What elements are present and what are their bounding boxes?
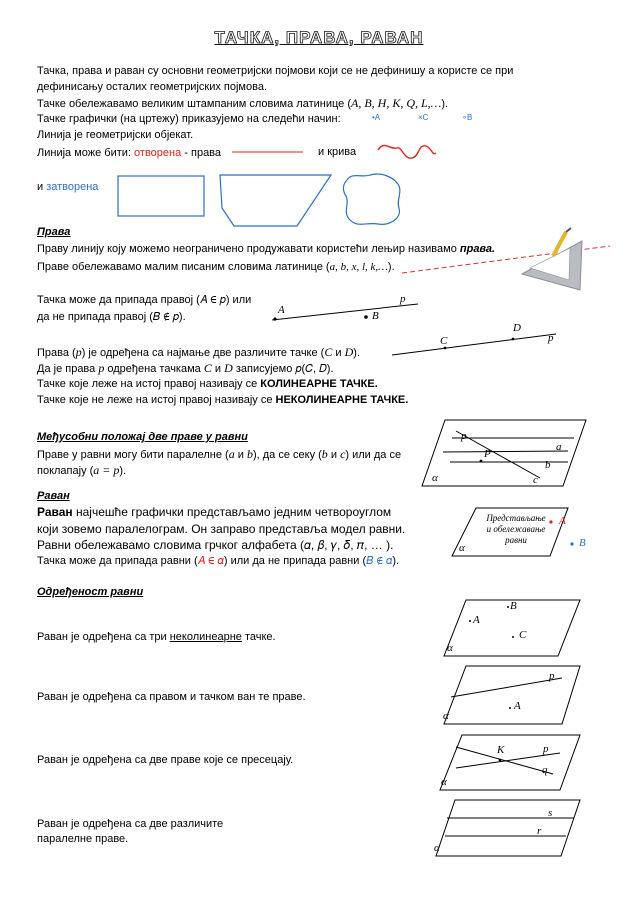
page-title: ТАЧКА, ПРАВА, РАВАН	[214, 28, 424, 47]
plane-mutual	[422, 420, 586, 486]
prava-line-1: Праву линију коју можемо неограничено продужавати користећи лењир називамо права.	[37, 243, 496, 255]
point-C	[444, 347, 447, 350]
intro-line-6: Линија може бити: отворена - права	[37, 147, 222, 159]
label-s: s	[548, 807, 553, 819]
label-p1: p	[400, 293, 406, 305]
intro-line-7: и затворена	[37, 181, 99, 193]
mutual-heading: Међусобни положај две праве у равни	[37, 431, 248, 443]
label-B-blue: B	[579, 537, 586, 549]
ravan-line-3: Равни обележавамо словима грчког алфабета (𝛼, 𝛽, 𝛾, 𝛿, 𝜋, … ).	[37, 538, 394, 552]
blue-polygon	[220, 175, 331, 226]
red-curve	[378, 145, 436, 158]
label-A-red: A	[559, 515, 566, 527]
label-alpha1: α	[432, 472, 438, 484]
point-D	[512, 338, 515, 341]
blue-blob	[343, 174, 399, 224]
label-alpha5: α	[441, 776, 447, 788]
representation-text: Представљање и обележавање равни	[486, 513, 546, 545]
label-P: P	[484, 448, 491, 460]
determined-line-4: Раван је одређена са две различите	[37, 818, 224, 830]
curve-label: и крива	[318, 146, 357, 158]
line-CD	[392, 334, 556, 355]
label-C2: C	[519, 629, 527, 641]
prava-line-4: да не припада правој (𝐵 ∉ 𝑝).	[37, 311, 186, 323]
mutual-line-1: Праве у равни могу бити паралелне (a и b), да се секу (b и c) или да се	[37, 447, 402, 461]
label-C: C	[440, 335, 448, 347]
plane-parallel-lines	[436, 800, 580, 856]
label-alpha4: α	[443, 710, 449, 722]
label-B2: B	[510, 600, 517, 612]
label-p4: p	[549, 670, 555, 682]
mutual-line-2: поклапају (a = p).	[37, 463, 127, 477]
prava-heading: Права	[37, 226, 71, 238]
label-D: D	[513, 322, 521, 334]
point-sample-dot: •A	[372, 113, 381, 122]
prava-line-6: Да је права p одређена тачкама C и D записујемо 𝑝(𝐶, 𝐷).	[37, 361, 334, 375]
label-alpha6: α	[434, 842, 440, 854]
label-alpha3: α	[447, 642, 453, 654]
point-B	[364, 315, 368, 319]
prava-line-8: Тачке које не леже на истој правој називају се НЕКОЛИНЕАРНЕ ТАЧКЕ.	[37, 394, 409, 406]
blue-rectangle	[118, 176, 204, 216]
point-sample-cross: ×C	[418, 113, 429, 122]
label-c: c	[533, 474, 538, 486]
prava-line-7: Тачке које леже на истој правој називају се КОЛИНЕАРНЕ ТАЧКЕ.	[37, 378, 378, 390]
intro-line-1: Тачка, права и раван су основни геометријски појмови који се не дефинишу а користе се при	[37, 65, 514, 77]
determined-heading: Одређеност равни	[37, 586, 144, 598]
ravan-heading: Раван	[37, 490, 70, 502]
label-A2: A	[473, 614, 480, 626]
label-K: K	[497, 744, 505, 756]
label-A3: A	[514, 700, 521, 712]
determined-line-3: Раван је одређена са две праве које се пресецају.	[37, 754, 294, 766]
label-p5: p	[543, 743, 549, 755]
prava-line-3: Тачка може да припада правој (𝐴 ∈ 𝑝) или	[37, 294, 252, 306]
intro-line-4: Тачке графички (на цртежу) приказујемо на следећи начин:	[37, 113, 341, 125]
label-b: b	[545, 459, 551, 471]
intro-line-5: Линија је геометријски објекат.	[37, 129, 194, 141]
ravan-line-1: Раван најчешће графички представљамо једним четвороуглом	[37, 505, 392, 519]
point-A	[273, 317, 276, 320]
label-A1: A	[278, 304, 285, 316]
ravan-line-4: Тачка може да припада равни (𝐴 ∈ 𝛼) или да не припада равни (𝐵 ∉ 𝛼).	[37, 555, 400, 567]
determined-line-5: паралелне праве.	[37, 833, 129, 845]
determined-line-1: Раван је одређена са три неколинеарне тачке.	[37, 631, 276, 643]
label-p3: p	[461, 430, 467, 442]
label-p2: p	[548, 332, 554, 344]
label-a: a	[556, 441, 562, 453]
line-p	[272, 304, 418, 320]
label-q: q	[542, 764, 548, 776]
point-B-outside-plane	[570, 542, 573, 545]
label-alpha2: α	[459, 542, 465, 554]
intro-line-2: дефинисању осталих геометријских појмова.	[37, 81, 268, 93]
point-sample-circle: ∘B	[462, 113, 473, 122]
prava-line-5: Права (p) је одређена са најмање две различите тачке (C и D).	[37, 345, 361, 359]
intro-line-3: Тачке обележавамо великим штампаним словима латинице (A, B, H, K, Q, L,…).	[37, 96, 449, 110]
determined-line-2: Раван је одређена са правом и тачком ван те праве.	[37, 691, 306, 703]
ravan-line-2: који зовемо паралелограм. Он заправо представља модел равни.	[37, 522, 406, 536]
label-r: r	[537, 825, 542, 837]
label-B1: B	[372, 310, 379, 322]
prava-line-2: Праве обележавамо малим писаним словима латинице (a, b, x, l, k,…).	[37, 261, 395, 273]
